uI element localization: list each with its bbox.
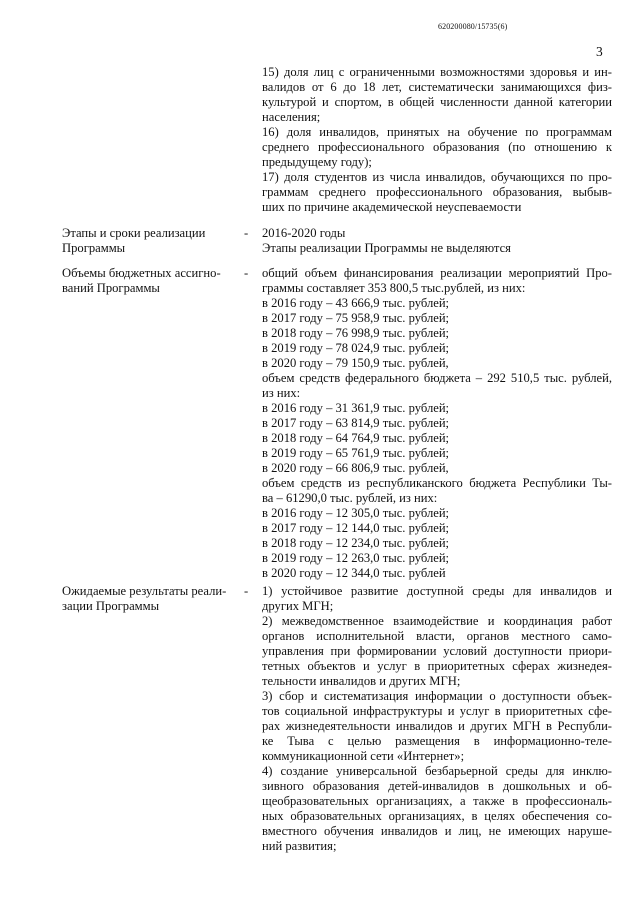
section-text-line: ных образовательных организациях, в целях обеспечения со- [262, 809, 612, 823]
section-text-line: Этапы реализации Программы не выделяются [262, 241, 511, 255]
section-text-line: управления при формировании условий доступности приори- [262, 644, 612, 658]
section-text-line: граммы составляет 353 800,5 тыс.рублей, из них: [262, 281, 526, 295]
section-text-line: из них: [262, 386, 301, 400]
section-text-line: 3) сбор и систематизация информации о доступности объек- [262, 689, 612, 703]
section-text-line: в 2019 году – 78 024,9 тыс. рублей; [262, 341, 450, 355]
section-text-line: в 2020 году – 66 806,9 тыс. рублей, [262, 461, 449, 475]
section-text-line: ке Тыва с целью размещения в информационно-теле- [262, 734, 612, 748]
section-text-line: коммуникационной сети «Интернет»; [262, 749, 465, 763]
section-text-line: в 2019 году – 65 761,9 тыс. рублей; [262, 446, 450, 460]
section-text-line: вместного обучения инвалидов и лиц, не имеющих наруше- [262, 824, 612, 838]
section-label-line: Программы [62, 241, 126, 255]
continuation-line: 16) доля инвалидов, принятых на обучение по программам [262, 125, 612, 139]
section-text-line: в 2020 году – 79 150,9 тыс. рублей, [262, 356, 449, 370]
section-text-line: в 2019 году – 12 263,0 тыс. рублей; [262, 551, 450, 565]
section-text-line: других МГН; [262, 599, 334, 613]
continuation-line: среднего профессионального образования (по отношению к [262, 140, 612, 154]
section-text-line: 2016-2020 годы [262, 226, 346, 240]
page-number: 3 [596, 44, 603, 59]
section-text-line: в 2018 году – 12 234,0 тыс. рублей; [262, 536, 450, 550]
continuation-line: предыдущему году); [262, 155, 372, 169]
section-text-line: зивного образования детей-инвалидов в дошкольных и об- [262, 779, 612, 793]
section-text-line: в 2016 году – 43 666,9 тыс. рублей; [262, 296, 450, 310]
section-label-line: зации Программы [62, 599, 160, 613]
continuation-line: валидов от 6 до 18 лет, систематически занимающихся физ- [262, 80, 612, 94]
continuation-line: ших по причине академической неуспеваемости [262, 200, 522, 214]
section-label-line: ваний Программы [62, 281, 160, 295]
section-text-line: 1) устойчивое развитие доступной среды для инвалидов и [262, 584, 612, 598]
section-label-line: Объемы бюджетных ассигно- [62, 266, 221, 280]
section-text-line: в 2018 году – 64 764,9 тыс. рублей; [262, 431, 450, 445]
section-text-line: ний развития; [262, 839, 337, 853]
continuation-line: культурой и спортом, в общей численности данной категории [262, 95, 612, 109]
section-label-line: Ожидаемые результаты реали- [62, 584, 227, 598]
continuation-line: 15) доля лиц с ограниченными возможностями здоровья и ин- [262, 65, 612, 79]
section-dash: - [244, 226, 249, 240]
section-text-line: рах жизнедеятельности инвалидов и других МГН в Республи- [262, 719, 612, 733]
section-dash: - [244, 266, 249, 280]
section-text-line: в 2017 году – 75 958,9 тыс. рублей; [262, 311, 450, 325]
section-text-line: ва – 61290,0 тыс. рублей, из них: [262, 491, 438, 505]
section-text-line: органов исполнительной власти, органов местного само- [262, 629, 612, 643]
section-text-line: тов социальной инфраструктуры и услуг в приоритетных сфе- [262, 704, 612, 718]
section-text-line: в 2017 году – 63 814,9 тыс. рублей; [262, 416, 450, 430]
section-text-line: в 2016 году – 12 305,0 тыс. рублей; [262, 506, 450, 520]
section-text-line: в 2016 году – 31 361,9 тыс. рублей; [262, 401, 450, 415]
document-code: 620200080/15735(6) [438, 22, 508, 31]
section-text-line: в 2018 году – 76 998,9 тыс. рублей; [262, 326, 450, 340]
section-text-line: 4) создание универсальной безбарьерной среды для инклю- [262, 764, 612, 778]
continuation-line: 17) доля студентов из числа инвалидов, обучающихся по про- [262, 170, 612, 184]
continuation-line: граммам среднего профессионального образования, выбыв- [262, 185, 612, 199]
section-text-line: в 2020 году – 12 344,0 тыс. рублей [262, 566, 446, 580]
continuation-line: населения; [262, 110, 321, 124]
section-dash: - [244, 584, 249, 598]
section-text-line: объем средств из республиканского бюджета Республики Ты- [262, 476, 612, 490]
section-text-line: в 2017 году – 12 144,0 тыс. рублей; [262, 521, 450, 535]
section-text-line: тельности инвалидов и других МГН; [262, 674, 461, 688]
section-text-line: тетных объектов и услуг в приоритетных сферах жизнедея- [262, 659, 612, 673]
section-text-line: объем средств федерального бюджета – 292 510,5 тыс. рублей, [262, 371, 612, 385]
section-text-line: щеобразовательных организациях, а также в профессиональ- [262, 794, 612, 808]
section-text-line: общий объем финансирования реализации мероприятий Про- [262, 266, 612, 280]
section-label-line: Этапы и сроки реализации [62, 226, 206, 240]
section-text-line: 2) межведомственное взаимодействие и координация работ [262, 614, 612, 628]
